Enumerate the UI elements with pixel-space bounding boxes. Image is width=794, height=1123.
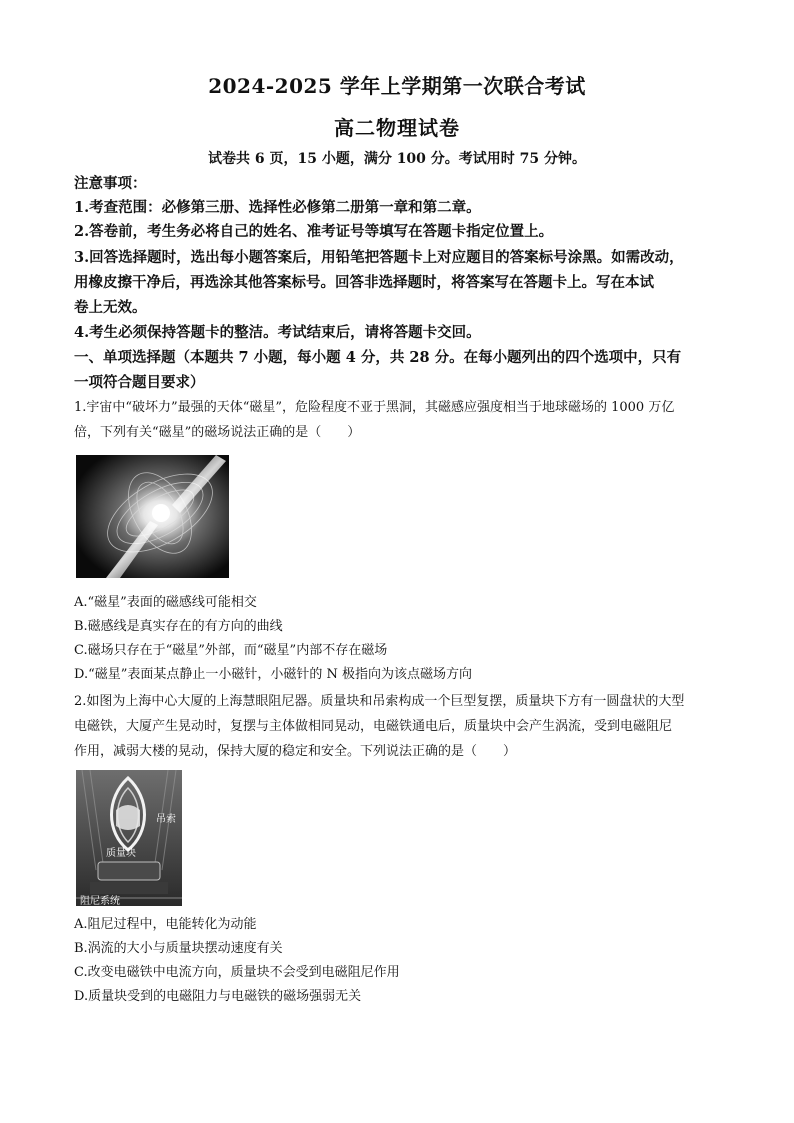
damper-illustration xyxy=(76,770,182,906)
q2-option-d: D.质量块受到的电磁阻力与电磁铁的磁场强弱无关 xyxy=(74,989,362,1004)
notice-item-3-line-2: 用橡皮擦干净后，再选涂其他答案标号。回答非选择题时，将答案写在答题卡上。写在本试 xyxy=(74,274,654,291)
q2-option-c: C.改变电磁铁中电流方向，质量块不会受到电磁阻尼作用 xyxy=(74,965,400,980)
notice-item-1: 1.考查范围：必修第三册、选择性必修第二册第一章和第二章。 xyxy=(74,199,481,216)
section1-heading-line-1: 一、单项选择题（本题共 7 小题，每小题 4 分，共 28 分。在每小题列出的四个选项中，只有 xyxy=(74,349,682,366)
exam-info: 试卷共 6 页，15 小题，满分 100 分。考试用时 75 分钟。 xyxy=(207,151,587,167)
notice-item-3-line-1: 3.回答选择题时，选出每小题答案后，用铅笔把答题卡上对应题目的答案标号涂黑。如需改动， xyxy=(74,249,684,266)
q2-stem-line-1: 2.如图为上海中心大厦的上海慧眼阻尼器。质量块和吊索构成一个巨型复摆，质量块下方有一圆盘状的大型 xyxy=(74,694,685,709)
notice-item-4: 4.考生必须保持答题卡的整洁。考试结束后，请将答题卡交回。 xyxy=(74,324,481,341)
notice-heading: 注意事项： xyxy=(74,175,147,192)
q2-option-b: B.涡流的大小与质量块摆动速度有关 xyxy=(74,941,283,956)
q1-option-c: C.磁场只存在于“磁星”外部，而“磁星”内部不存在磁场 xyxy=(74,643,388,658)
q1-option-a: A.“磁星”表面的磁感线可能相交 xyxy=(74,595,257,610)
label-cable: 吊索 xyxy=(156,814,176,825)
notice-item-2: 2.答卷前，考生务必将自己的姓名、准考证号等填写在答题卡指定位置上。 xyxy=(74,223,554,240)
magnetar-image xyxy=(76,455,229,578)
q1-stem-line-1: 1.宇宙中“破坏力”最强的天体“磁星”，危险程度不亚于黑洞，其磁感应强度相当于地球磁场的 1000 万亿 xyxy=(74,400,675,415)
q1-option-d: D.“磁星”表面某点静止一小磁针，小磁针的 N 极指向为该点磁场方向 xyxy=(74,667,473,682)
q1-option-b: B.磁感线是真实存在的有方向的曲线 xyxy=(74,619,283,634)
exam-title: 2024-2025 学年上学期第一次联合考试 xyxy=(208,74,586,98)
notice-item-3-line-3: 卷上无效。 xyxy=(74,299,147,316)
q2-option-a: A.阻尼过程中，电能转化为动能 xyxy=(74,917,257,932)
section1-heading-line-2: 一项符合题目要求） xyxy=(74,374,205,391)
exam-subject: 高二物理试卷 xyxy=(334,116,460,140)
q2-stem-line-3: 作用，减弱大楼的晃动，保持大厦的稳定和安全。下列说法正确的是（ ） xyxy=(74,744,517,759)
label-mass: 质量块 xyxy=(106,848,136,859)
damper-image xyxy=(76,770,182,906)
magnetar-illustration xyxy=(76,455,229,578)
q1-stem-line-2: 倍，下列有关“磁星”的磁场说法正确的是（ ） xyxy=(74,425,361,440)
label-damper-system: 阻尼系统 xyxy=(80,896,120,906)
q2-stem-line-2: 电磁铁，大厦产生晃动时，复摆与主体做相同晃动，电磁铁通电后，质量块中会产生涡流，受到电磁阻尼 xyxy=(74,719,673,734)
